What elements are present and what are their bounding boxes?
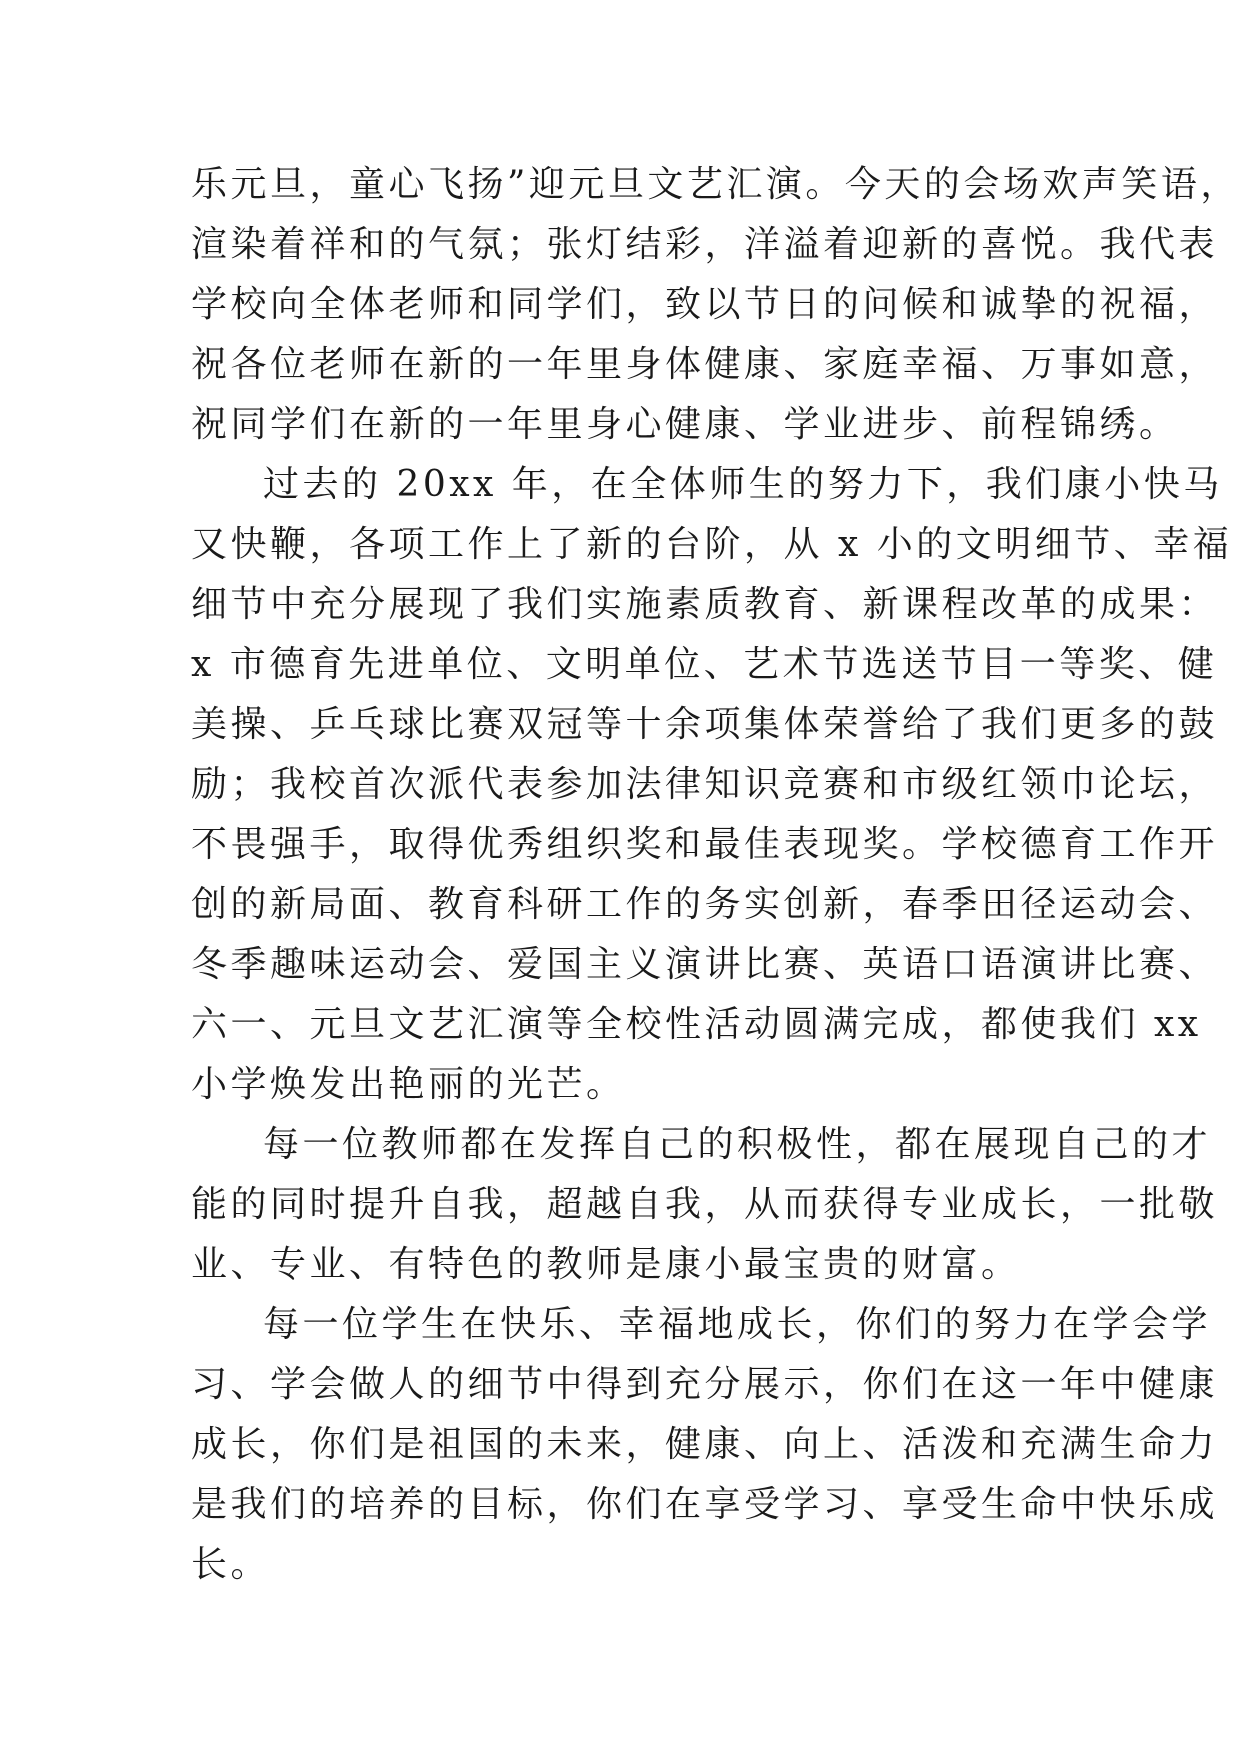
paragraph-2 — [191, 455, 1233, 1115]
text-line: 不畏强手，取得优秀组织奖和最佳表现奖。学校德育工作开 — [191, 824, 1219, 865]
text-line: 每一位教师都在发挥自己的积极性，都在展现自己的才 — [263, 1124, 1212, 1165]
text-line: 是我们的培养的目标，你们在享受学习、享受生命中快乐成 — [191, 1484, 1219, 1525]
text-line: 渲染着祥和的气氛；张灯结彩，洋溢着迎新的喜悦。我代表 — [191, 224, 1219, 265]
text-line: 又快鞭，各项工作上了新的台阶，从 x 小的文明细节、幸福 — [191, 524, 1233, 565]
text-line: 创的新局面、教育科研工作的务实创新，春季田径运动会、 — [191, 884, 1219, 925]
paragraph-1 — [191, 155, 1240, 455]
text-line: 长。 — [191, 1544, 271, 1585]
text-line: 习、学会做人的细节中得到充分展示，你们在这一年中健康 — [191, 1364, 1219, 1405]
text-line: x 市德育先进单位、文明单位、艺术节选送节目一等奖、健 — [191, 644, 1218, 685]
text-line: 细节中充分展现了我们实施素质教育、新课程改革的成果： — [191, 584, 1219, 625]
text-line: 过去的 20xx 年，在全体师生的努力下，我们康小快马 — [263, 464, 1223, 505]
text-line: 业、专业、有特色的教师是康小最宝贵的财富。 — [191, 1244, 1021, 1285]
text-line: 乐元旦，童心飞扬”迎元旦文艺汇演。今天的会场欢声笑语， — [191, 164, 1240, 205]
document-body — [191, 155, 1240, 1595]
text-line: 小学焕发出艳丽的光芒。 — [191, 1064, 626, 1105]
text-line: 祝同学们在新的一年里身心健康、学业进步、前程锦绣。 — [191, 404, 1179, 445]
text-line: 每一位学生在快乐、幸福地成长，你们的努力在学会学 — [263, 1304, 1212, 1345]
text-line: 能的同时提升自我，超越自我，从而获得专业成长，一批敬 — [191, 1184, 1219, 1225]
text-line: 六一、元旦文艺汇演等全校性活动圆满完成，都使我们 xx — [191, 1004, 1202, 1045]
paragraph-3 — [191, 1115, 1219, 1295]
paragraph-4 — [191, 1295, 1219, 1595]
text-line: 冬季趣味运动会、爱国主义演讲比赛、英语口语演讲比赛、 — [191, 944, 1219, 985]
text-line: 祝各位老师在新的一年里身体健康、家庭幸福、万事如意， — [191, 344, 1219, 385]
text-line: 励；我校首次派代表参加法律知识竞赛和市级红领巾论坛， — [191, 764, 1219, 805]
text-line: 学校向全体老师和同学们，致以节日的问候和诚挚的祝福， — [191, 284, 1219, 325]
text-line: 美操、乒乓球比赛双冠等十余项集体荣誉给了我们更多的鼓 — [191, 704, 1219, 745]
text-line: 成长，你们是祖国的未来，健康、向上、活泼和充满生命力 — [191, 1424, 1219, 1465]
